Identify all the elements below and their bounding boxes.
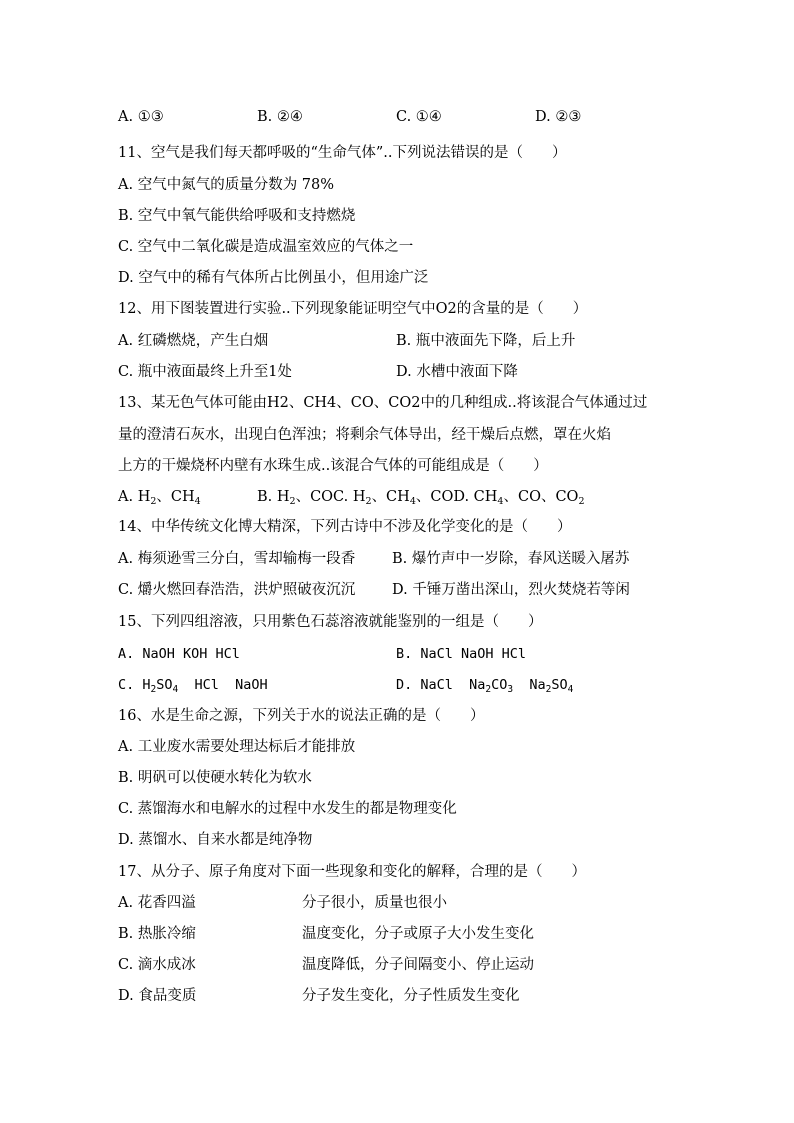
q14-option-d: D. 千锤万凿出深山，烈火焚烧若等闲 bbox=[392, 582, 630, 598]
q17-option-b-phenomenon: B. 热胀冷缩 bbox=[118, 926, 196, 942]
q12-stem: 12、用下图装置进行实验..下列现象能证明空气中O2的含量的是（ ） bbox=[118, 301, 588, 317]
q13-stem-line1: 13、某无色气体可能由H2、CH4、CO、CO2中的几种组成..将该混合气体通过过 bbox=[118, 395, 648, 411]
q14-option-a: A. 梅须逊雪三分白，雪却输梅一段香 bbox=[118, 551, 356, 567]
q10-option-d: D. ②③ bbox=[535, 109, 582, 125]
q17-option-a-phenomenon: A. 花香四溢 bbox=[118, 895, 196, 911]
q14-option-b: B. 爆竹声中一岁除，春风送暖入屠苏 bbox=[392, 551, 630, 567]
q12-option-d: D. 水槽中液面下降 bbox=[396, 364, 518, 380]
q10-option-b: B. ②④ bbox=[257, 109, 303, 125]
q11-option-a: A. 空气中氮气的质量分数为 78% bbox=[118, 177, 335, 193]
q17-option-d-phenomenon: D. 食品变质 bbox=[118, 988, 197, 1004]
q17-option-c-phenomenon: C. 滴水成冰 bbox=[118, 957, 196, 973]
q14-option-c: C. 爝火燃回春浩浩，洪炉照破夜沉沉 bbox=[118, 582, 356, 598]
q12-option-c: C. 瓶中液面最终上升至1处 bbox=[118, 364, 293, 380]
q17-option-c-explanation: 温度降低，分子间隔变小、停止运动 bbox=[302, 957, 534, 973]
q16-stem: 16、水是生命之源，下列关于水的说法正确的是（ ） bbox=[118, 708, 485, 724]
q14-stem: 14、中华传统文化博大精深，下列古诗中不涉及化学变化的是（ ） bbox=[118, 519, 572, 535]
q11-option-d: D. 空气中的稀有气体所占比例虽小，但用途广泛 bbox=[118, 270, 429, 286]
q11-option-b: B. 空气中氧气能供给呼吸和支持燃烧 bbox=[118, 208, 356, 224]
q15-option-c: C. $H_2SO_4$ HCl NaOH bbox=[118, 677, 268, 695]
q17-stem: 17、从分子、原子角度对下面一些现象和变化的解释，合理的是（ ） bbox=[118, 864, 586, 880]
q15-option-d: D. NaCl $Na_2CO_3$ $Na_2SO_4$ bbox=[396, 677, 574, 695]
q16-option-b: B. 明矾可以使硬水转化为软水 bbox=[118, 770, 312, 786]
q11-option-c: C. 空气中二氧化碳是造成温室效应的气体之一 bbox=[118, 239, 414, 255]
q15-option-a: A. NaOH KOH HCl bbox=[118, 646, 240, 662]
q12-option-a: A. 红磷燃烧，产生白烟 bbox=[118, 333, 269, 349]
q17-option-d-explanation: 分子发生变化，分子性质发生变化 bbox=[302, 988, 520, 1004]
q12-option-b: B. 瓶中液面先下降，后上升 bbox=[396, 333, 576, 349]
q15-option-b: B. NaCl NaOH HCl bbox=[396, 646, 527, 662]
q16-option-c: C. 蒸馏海水和电解水的过程中水发生的都是物理变化 bbox=[118, 801, 457, 817]
q16-option-a: A. 工业废水需要处理达标后才能排放 bbox=[118, 739, 356, 755]
q11-stem: 11、空气是我们每天都呼吸的“生命气体”..下列说法错误的是（ ） bbox=[118, 145, 567, 161]
q17-option-b-explanation: 温度变化，分子或原子大小发生变化 bbox=[302, 926, 534, 942]
q16-option-d: D. 蒸馏水、自来水都是纯净物 bbox=[118, 832, 313, 848]
q13-option-a: A. $H_2$、$CH_4$ bbox=[118, 489, 201, 507]
q17-option-a-explanation: 分子很小，质量也很小 bbox=[302, 895, 447, 911]
q10-option-c: C. ①④ bbox=[396, 109, 442, 125]
q13-stem-line2: 量的澄清石灰水，出现白色浑浊；将剩余气体导出，经干燥后点燃，罩在火焰 bbox=[118, 427, 611, 443]
q15-stem: 15、下列四组溶液，只用紫色石蕊溶液就能鉴别的一组是（ ） bbox=[118, 614, 543, 630]
q13-stem-line3: 上方的干燥烧杯内壁有水珠生成..该混合气体的可能组成是（ ） bbox=[118, 458, 548, 474]
q10-option-a: A. ①③ bbox=[118, 109, 164, 125]
q13-option-b-c-d: B. $H_2$、COC. $H_2$、$CH_4$、COD. $CH_4$、CO、$CO_2$ bbox=[257, 489, 585, 507]
